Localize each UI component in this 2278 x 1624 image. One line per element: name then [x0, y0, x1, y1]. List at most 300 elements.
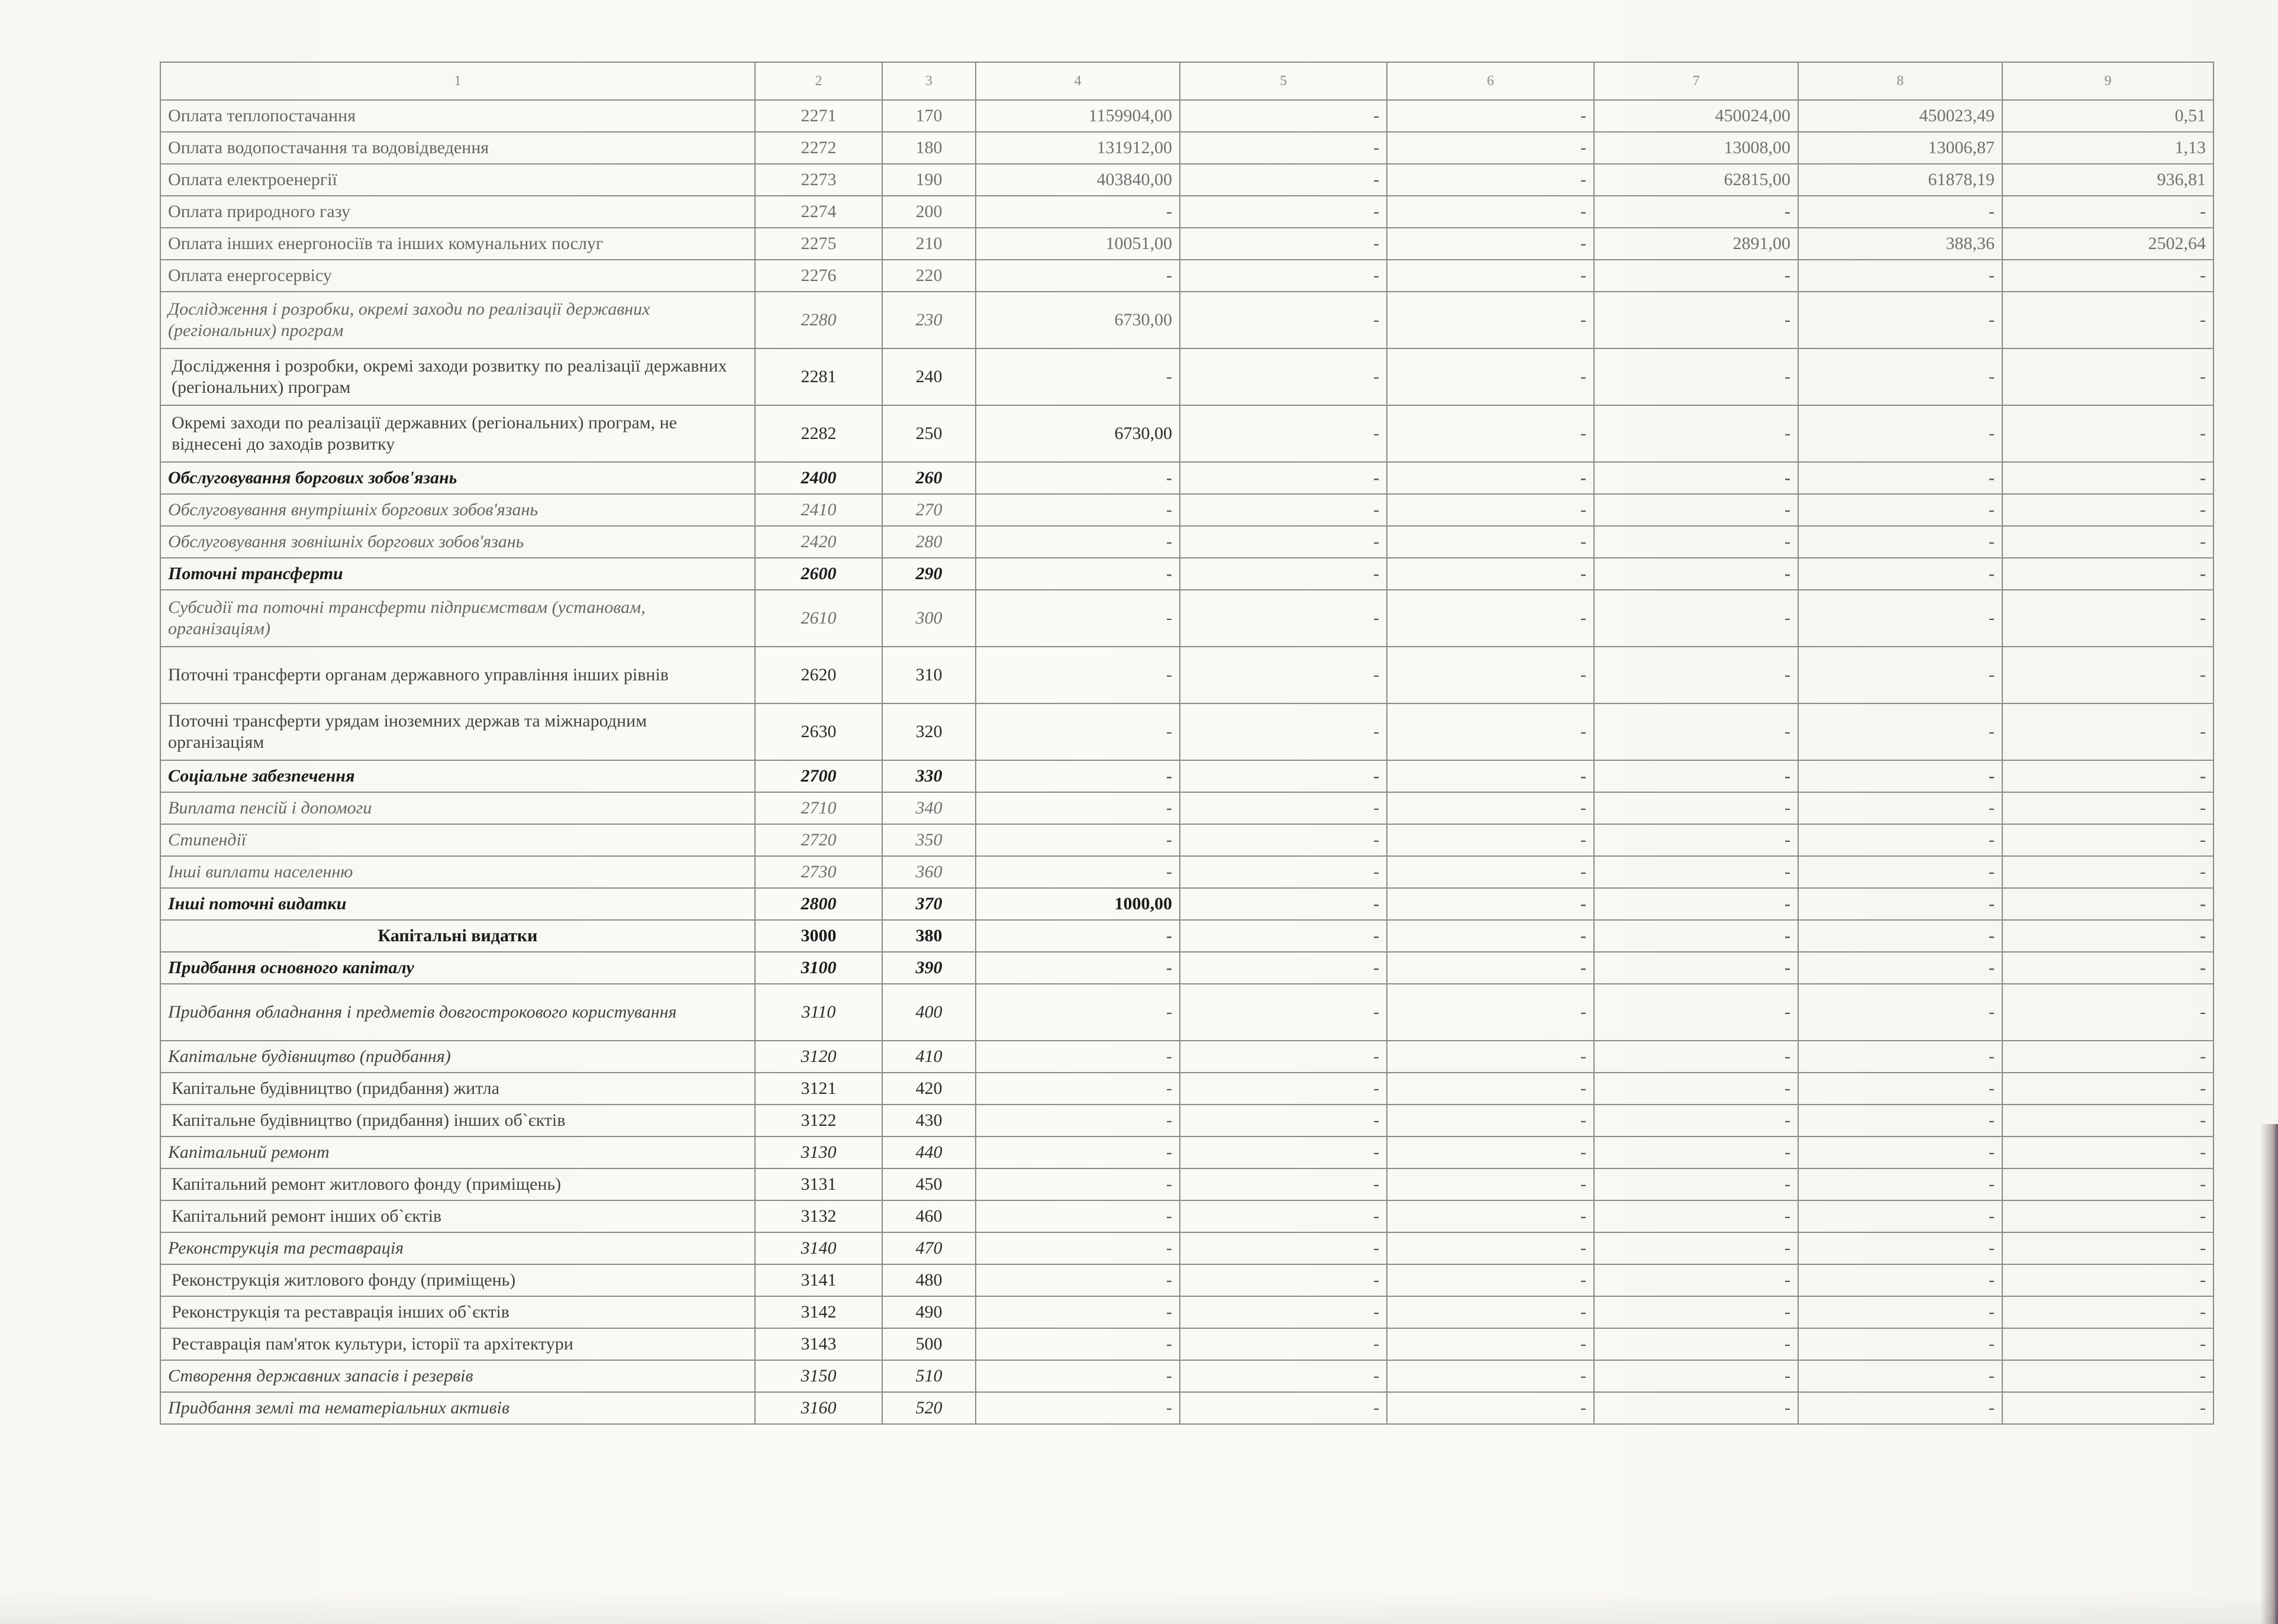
col8-cell: -: [1798, 1137, 2002, 1168]
bottom-shadow: [0, 1591, 2278, 1624]
col9-cell: -: [2002, 1073, 2214, 1105]
col7-cell: -: [1594, 1137, 1798, 1168]
line-number-cell: 280: [882, 526, 976, 558]
col4-cell: -: [976, 856, 1180, 888]
econ-code-cell: 2271: [755, 100, 882, 132]
item-name-cell: Оплата природного газу: [160, 196, 755, 228]
col8-cell: -: [1798, 1328, 2002, 1360]
item-name-cell: Обслуговування боргових зобов'язань: [160, 462, 755, 494]
line-number-cell: 370: [882, 888, 976, 920]
table-row: [160, 1360, 2214, 1392]
table-row: [160, 590, 2214, 647]
col5-cell: -: [1180, 196, 1387, 228]
col7-cell: -: [1594, 760, 1798, 792]
col4-cell: -: [976, 1360, 1180, 1392]
col5-cell: -: [1180, 462, 1387, 494]
col4-cell: 1159904,00: [976, 100, 1180, 132]
col8-cell: -: [1798, 984, 2002, 1041]
table-row: [160, 132, 2214, 164]
col7-cell: -: [1594, 196, 1798, 228]
line-number-cell: 230: [882, 292, 976, 348]
line-number-cell: 430: [882, 1105, 976, 1137]
col6-cell: -: [1387, 292, 1594, 348]
line-number-cell: 290: [882, 558, 976, 590]
table-row: [160, 405, 2214, 462]
econ-code-cell: 2730: [755, 856, 882, 888]
col5-cell: -: [1180, 1200, 1387, 1232]
item-name-cell: Обслуговування зовнішніх боргових зобов'язань: [160, 526, 755, 558]
col5-cell: -: [1180, 348, 1387, 405]
table-row: [160, 792, 2214, 824]
col5-cell: -: [1180, 1073, 1387, 1105]
econ-code-cell: 2276: [755, 260, 882, 292]
table-row: [160, 1328, 2214, 1360]
col4-cell: -: [976, 526, 1180, 558]
item-name-cell: Оплата електроенергії: [160, 164, 755, 196]
econ-code-cell: 2710: [755, 792, 882, 824]
col4-cell: -: [976, 1296, 1180, 1328]
col7-cell: -: [1594, 1200, 1798, 1232]
column-header: 5: [1180, 62, 1387, 100]
table-row: [160, 1296, 2214, 1328]
column-header: 1: [160, 62, 755, 100]
col9-cell: -: [2002, 1360, 2214, 1392]
line-number-cell: 310: [882, 647, 976, 703]
col9-cell: 2502,64: [2002, 228, 2214, 260]
col8-cell: -: [1798, 494, 2002, 526]
line-number-cell: 330: [882, 760, 976, 792]
econ-code-cell: 2630: [755, 703, 882, 760]
col4-cell: -: [976, 462, 1180, 494]
col6-cell: -: [1387, 920, 1594, 952]
col7-cell: -: [1594, 1105, 1798, 1137]
column-header: 9: [2002, 62, 2214, 100]
col7-cell: -: [1594, 405, 1798, 462]
col5-cell: -: [1180, 1137, 1387, 1168]
col7-cell: -: [1594, 1073, 1798, 1105]
item-name-cell: Придбання основного капіталу: [160, 952, 755, 984]
line-number-cell: 460: [882, 1200, 976, 1232]
table-row: [160, 1392, 2214, 1424]
col9-cell: -: [2002, 260, 2214, 292]
table-row: [160, 196, 2214, 228]
col5-cell: -: [1180, 228, 1387, 260]
col6-cell: -: [1387, 792, 1594, 824]
col4-cell: 403840,00: [976, 164, 1180, 196]
item-name-cell: Створення державних запасів і резервів: [160, 1360, 755, 1392]
line-number-cell: 260: [882, 462, 976, 494]
col9-cell: -: [2002, 1137, 2214, 1168]
col5-cell: -: [1180, 1264, 1387, 1296]
col9-cell: -: [2002, 494, 2214, 526]
table-row: [160, 1105, 2214, 1137]
col9-cell: -: [2002, 462, 2214, 494]
col6-cell: -: [1387, 888, 1594, 920]
line-number-cell: 340: [882, 792, 976, 824]
col5-cell: -: [1180, 824, 1387, 856]
col6-cell: -: [1387, 196, 1594, 228]
item-name-cell: Оплата водопостачання та водовідведення: [160, 132, 755, 164]
table-row: [160, 984, 2214, 1041]
table-row: [160, 558, 2214, 590]
col5-cell: -: [1180, 920, 1387, 952]
col6-cell: -: [1387, 824, 1594, 856]
col7-cell: -: [1594, 920, 1798, 952]
item-name-cell: Соціальне забезпечення: [160, 760, 755, 792]
table-row: [160, 647, 2214, 703]
line-number-cell: 190: [882, 164, 976, 196]
line-number-cell: 170: [882, 100, 976, 132]
table-row: [160, 1232, 2214, 1264]
econ-code-cell: 3100: [755, 952, 882, 984]
col7-cell: -: [1594, 1041, 1798, 1073]
item-name-cell: Дослідження і розробки, окремі заходи по реалізації державних (регіональних) програм: [160, 292, 755, 348]
col7-cell: -: [1594, 1328, 1798, 1360]
table-row: [160, 292, 2214, 348]
econ-code-cell: 2281: [755, 348, 882, 405]
item-name-cell: Реконструкція житлового фонду (приміщень): [160, 1264, 755, 1296]
col5-cell: -: [1180, 100, 1387, 132]
col7-cell: -: [1594, 1360, 1798, 1392]
col4-cell: -: [976, 1392, 1180, 1424]
item-name-cell: Виплата пенсій і допомоги: [160, 792, 755, 824]
col4-cell: -: [976, 792, 1180, 824]
col9-cell: -: [2002, 1232, 2214, 1264]
col8-cell: -: [1798, 647, 2002, 703]
item-name-cell: Придбання обладнання і предметів довгострокового користування: [160, 984, 755, 1041]
col8-cell: -: [1798, 888, 2002, 920]
col8-cell: -: [1798, 348, 2002, 405]
econ-code-cell: 3143: [755, 1328, 882, 1360]
table-row: [160, 703, 2214, 760]
col9-cell: -: [2002, 405, 2214, 462]
col8-cell: -: [1798, 260, 2002, 292]
line-number-cell: 410: [882, 1041, 976, 1073]
line-number-cell: 480: [882, 1264, 976, 1296]
col7-cell: -: [1594, 792, 1798, 824]
col4-cell: -: [976, 1232, 1180, 1264]
table-row: [160, 526, 2214, 558]
col9-cell: -: [2002, 526, 2214, 558]
col5-cell: -: [1180, 1392, 1387, 1424]
col7-cell: -: [1594, 952, 1798, 984]
col4-cell: -: [976, 494, 1180, 526]
econ-code-cell: 2720: [755, 824, 882, 856]
item-name-cell: Субсидії та поточні трансферти підприємствам (установам, організаціям): [160, 590, 755, 647]
col5-cell: -: [1180, 984, 1387, 1041]
line-number-cell: 240: [882, 348, 976, 405]
col7-cell: -: [1594, 703, 1798, 760]
col5-cell: -: [1180, 558, 1387, 590]
item-name-cell: Поточні трансферти органам державного управління інших рівнів: [160, 647, 755, 703]
col5-cell: -: [1180, 760, 1387, 792]
col6-cell: -: [1387, 984, 1594, 1041]
line-number-cell: 490: [882, 1296, 976, 1328]
line-number-cell: 380: [882, 920, 976, 952]
col5-cell: -: [1180, 405, 1387, 462]
col6-cell: -: [1387, 647, 1594, 703]
col7-cell: -: [1594, 984, 1798, 1041]
col7-cell: -: [1594, 856, 1798, 888]
econ-code-cell: 2600: [755, 558, 882, 590]
col8-cell: -: [1798, 1073, 2002, 1105]
column-header: 7: [1594, 62, 1798, 100]
item-name-cell: Капітальний ремонт житлового фонду (приміщень): [160, 1168, 755, 1200]
econ-code-cell: 2400: [755, 462, 882, 494]
col6-cell: -: [1387, 1392, 1594, 1424]
line-number-cell: 520: [882, 1392, 976, 1424]
col6-cell: -: [1387, 1168, 1594, 1200]
col8-cell: -: [1798, 1296, 2002, 1328]
item-name-cell: Оплата енергосервісу: [160, 260, 755, 292]
table-row: [160, 920, 2214, 952]
col9-cell: -: [2002, 1168, 2214, 1200]
table-row: [160, 348, 2214, 405]
col8-cell: -: [1798, 558, 2002, 590]
col4-cell: 10051,00: [976, 228, 1180, 260]
col8-cell: -: [1798, 526, 2002, 558]
col5-cell: -: [1180, 856, 1387, 888]
col5-cell: -: [1180, 1360, 1387, 1392]
table-row: [160, 952, 2214, 984]
line-number-cell: 360: [882, 856, 976, 888]
col7-cell: -: [1594, 647, 1798, 703]
line-number-cell: 300: [882, 590, 976, 647]
col5-cell: -: [1180, 132, 1387, 164]
col4-cell: -: [976, 984, 1180, 1041]
econ-code-cell: 3160: [755, 1392, 882, 1424]
col9-cell: -: [2002, 856, 2214, 888]
item-name-cell: Стипендії: [160, 824, 755, 856]
col7-cell: -: [1594, 558, 1798, 590]
col9-cell: 936,81: [2002, 164, 2214, 196]
col8-cell: -: [1798, 792, 2002, 824]
col8-cell: 13006,87: [1798, 132, 2002, 164]
col6-cell: -: [1387, 760, 1594, 792]
col5-cell: -: [1180, 647, 1387, 703]
item-name-cell: Капітальне будівництво (придбання) житла: [160, 1073, 755, 1105]
col4-cell: -: [976, 952, 1180, 984]
col8-cell: -: [1798, 405, 2002, 462]
col7-cell: -: [1594, 292, 1798, 348]
item-name-cell: Дослідження і розробки, окремі заходи розвитку по реалізації державних (регіональних) програм: [160, 348, 755, 405]
col6-cell: -: [1387, 1105, 1594, 1137]
col4-cell: -: [976, 760, 1180, 792]
col7-cell: 2891,00: [1594, 228, 1798, 260]
col9-cell: -: [2002, 1200, 2214, 1232]
col7-cell: -: [1594, 1296, 1798, 1328]
col8-cell: -: [1798, 1168, 2002, 1200]
econ-code-cell: 3132: [755, 1200, 882, 1232]
col9-cell: -: [2002, 920, 2214, 952]
col8-cell: -: [1798, 1200, 2002, 1232]
line-number-cell: 180: [882, 132, 976, 164]
item-name-cell: Капітальне будівництво (придбання) інших об`єктів: [160, 1105, 755, 1137]
item-name-cell: Обслуговування внутрішніх боргових зобов'язань: [160, 494, 755, 526]
col5-cell: -: [1180, 888, 1387, 920]
col7-cell: 13008,00: [1594, 132, 1798, 164]
col5-cell: -: [1180, 260, 1387, 292]
col9-cell: -: [2002, 792, 2214, 824]
table-row: [160, 462, 2214, 494]
line-number-cell: 500: [882, 1328, 976, 1360]
item-name-cell: Оплата інших енергоносіїв та інших комунальних послуг: [160, 228, 755, 260]
col9-cell: -: [2002, 196, 2214, 228]
col6-cell: -: [1387, 228, 1594, 260]
col9-cell: 1,13: [2002, 132, 2214, 164]
econ-code-cell: 2610: [755, 590, 882, 647]
column-header: 3: [882, 62, 976, 100]
econ-code-cell: 2275: [755, 228, 882, 260]
line-number-cell: 420: [882, 1073, 976, 1105]
table-row: [160, 260, 2214, 292]
col8-cell: -: [1798, 1041, 2002, 1073]
col6-cell: -: [1387, 132, 1594, 164]
table-row: [160, 164, 2214, 196]
table-row: [160, 228, 2214, 260]
col4-cell: -: [976, 1328, 1180, 1360]
col4-cell: -: [976, 1137, 1180, 1168]
econ-code-cell: 2272: [755, 132, 882, 164]
col9-cell: -: [2002, 1041, 2214, 1073]
col9-cell: -: [2002, 647, 2214, 703]
col6-cell: -: [1387, 590, 1594, 647]
table-row: [160, 1264, 2214, 1296]
table-row: [160, 1041, 2214, 1073]
col6-cell: -: [1387, 164, 1594, 196]
item-name-cell: Капітальний ремонт: [160, 1137, 755, 1168]
col5-cell: -: [1180, 792, 1387, 824]
col9-cell: -: [2002, 824, 2214, 856]
col9-cell: -: [2002, 590, 2214, 647]
col6-cell: -: [1387, 1137, 1594, 1168]
col5-cell: -: [1180, 590, 1387, 647]
col5-cell: -: [1180, 1168, 1387, 1200]
col9-cell: -: [2002, 1296, 2214, 1328]
col5-cell: -: [1180, 703, 1387, 760]
line-number-cell: 210: [882, 228, 976, 260]
col6-cell: -: [1387, 856, 1594, 888]
expenditure-table: [160, 62, 2214, 1425]
col4-cell: 1000,00: [976, 888, 1180, 920]
item-name-cell: Капітальний ремонт інших об`єктів: [160, 1200, 755, 1232]
econ-code-cell: 3110: [755, 984, 882, 1041]
col4-cell: -: [976, 348, 1180, 405]
col6-cell: -: [1387, 526, 1594, 558]
col9-cell: -: [2002, 1105, 2214, 1137]
col8-cell: 388,36: [1798, 228, 2002, 260]
col6-cell: -: [1387, 405, 1594, 462]
item-name-cell: Інші виплати населенню: [160, 856, 755, 888]
econ-code-cell: 2274: [755, 196, 882, 228]
col4-cell: -: [976, 1264, 1180, 1296]
col8-cell: -: [1798, 462, 2002, 494]
econ-code-cell: 2700: [755, 760, 882, 792]
item-name-cell: Реконструкція та реставрація інших об`єктів: [160, 1296, 755, 1328]
col8-cell: -: [1798, 760, 2002, 792]
column-header: 2: [755, 62, 882, 100]
line-number-cell: 220: [882, 260, 976, 292]
col6-cell: -: [1387, 1200, 1594, 1232]
col9-cell: -: [2002, 1328, 2214, 1360]
item-name-cell: Придбання землі та нематеріальних активів: [160, 1392, 755, 1424]
col4-cell: -: [976, 824, 1180, 856]
econ-code-cell: 2420: [755, 526, 882, 558]
col8-cell: -: [1798, 824, 2002, 856]
col5-cell: -: [1180, 952, 1387, 984]
econ-code-cell: 3121: [755, 1073, 882, 1105]
col6-cell: -: [1387, 1296, 1594, 1328]
col6-cell: -: [1387, 100, 1594, 132]
col4-cell: -: [976, 647, 1180, 703]
econ-code-cell: 3120: [755, 1041, 882, 1073]
col9-cell: -: [2002, 984, 2214, 1041]
col8-cell: -: [1798, 292, 2002, 348]
econ-code-cell: 2620: [755, 647, 882, 703]
col9-cell: -: [2002, 292, 2214, 348]
col6-cell: -: [1387, 494, 1594, 526]
line-number-cell: 400: [882, 984, 976, 1041]
col9-cell: 0,51: [2002, 100, 2214, 132]
col4-cell: -: [976, 1168, 1180, 1200]
col4-cell: -: [976, 1200, 1180, 1232]
col4-cell: -: [976, 1073, 1180, 1105]
col8-cell: -: [1798, 590, 2002, 647]
col8-cell: 450023,49: [1798, 100, 2002, 132]
line-number-cell: 510: [882, 1360, 976, 1392]
col4-cell: -: [976, 920, 1180, 952]
econ-code-cell: 2282: [755, 405, 882, 462]
col9-cell: -: [2002, 348, 2214, 405]
col8-cell: -: [1798, 196, 2002, 228]
col5-cell: -: [1180, 1296, 1387, 1328]
col8-cell: 61878,19: [1798, 164, 2002, 196]
col8-cell: -: [1798, 1232, 2002, 1264]
line-number-cell: 470: [882, 1232, 976, 1264]
page-curl-shadow: [2260, 1124, 2278, 1624]
col7-cell: -: [1594, 1264, 1798, 1296]
table-row: [160, 888, 2214, 920]
col6-cell: -: [1387, 260, 1594, 292]
table-row: [160, 760, 2214, 792]
line-number-cell: 320: [882, 703, 976, 760]
col7-cell: -: [1594, 462, 1798, 494]
col5-cell: -: [1180, 292, 1387, 348]
col6-cell: -: [1387, 703, 1594, 760]
item-name-cell: Капітальне будівництво (придбання): [160, 1041, 755, 1073]
column-number-header-row: [160, 62, 2214, 100]
col7-cell: -: [1594, 1168, 1798, 1200]
col7-cell: -: [1594, 590, 1798, 647]
col4-cell: -: [976, 558, 1180, 590]
col6-cell: -: [1387, 952, 1594, 984]
col7-cell: -: [1594, 260, 1798, 292]
col7-cell: -: [1594, 348, 1798, 405]
col8-cell: -: [1798, 1360, 2002, 1392]
col7-cell: -: [1594, 824, 1798, 856]
col7-cell: -: [1594, 888, 1798, 920]
col5-cell: -: [1180, 164, 1387, 196]
column-header: 8: [1798, 62, 2002, 100]
item-name-cell: Інші поточні видатки: [160, 888, 755, 920]
col5-cell: -: [1180, 494, 1387, 526]
col9-cell: -: [2002, 703, 2214, 760]
col4-cell: 131912,00: [976, 132, 1180, 164]
item-name-cell: Реставрація пам'яток культури, історії та архітектури: [160, 1328, 755, 1360]
econ-code-cell: 3150: [755, 1360, 882, 1392]
col4-cell: -: [976, 590, 1180, 647]
table-row: [160, 1073, 2214, 1105]
